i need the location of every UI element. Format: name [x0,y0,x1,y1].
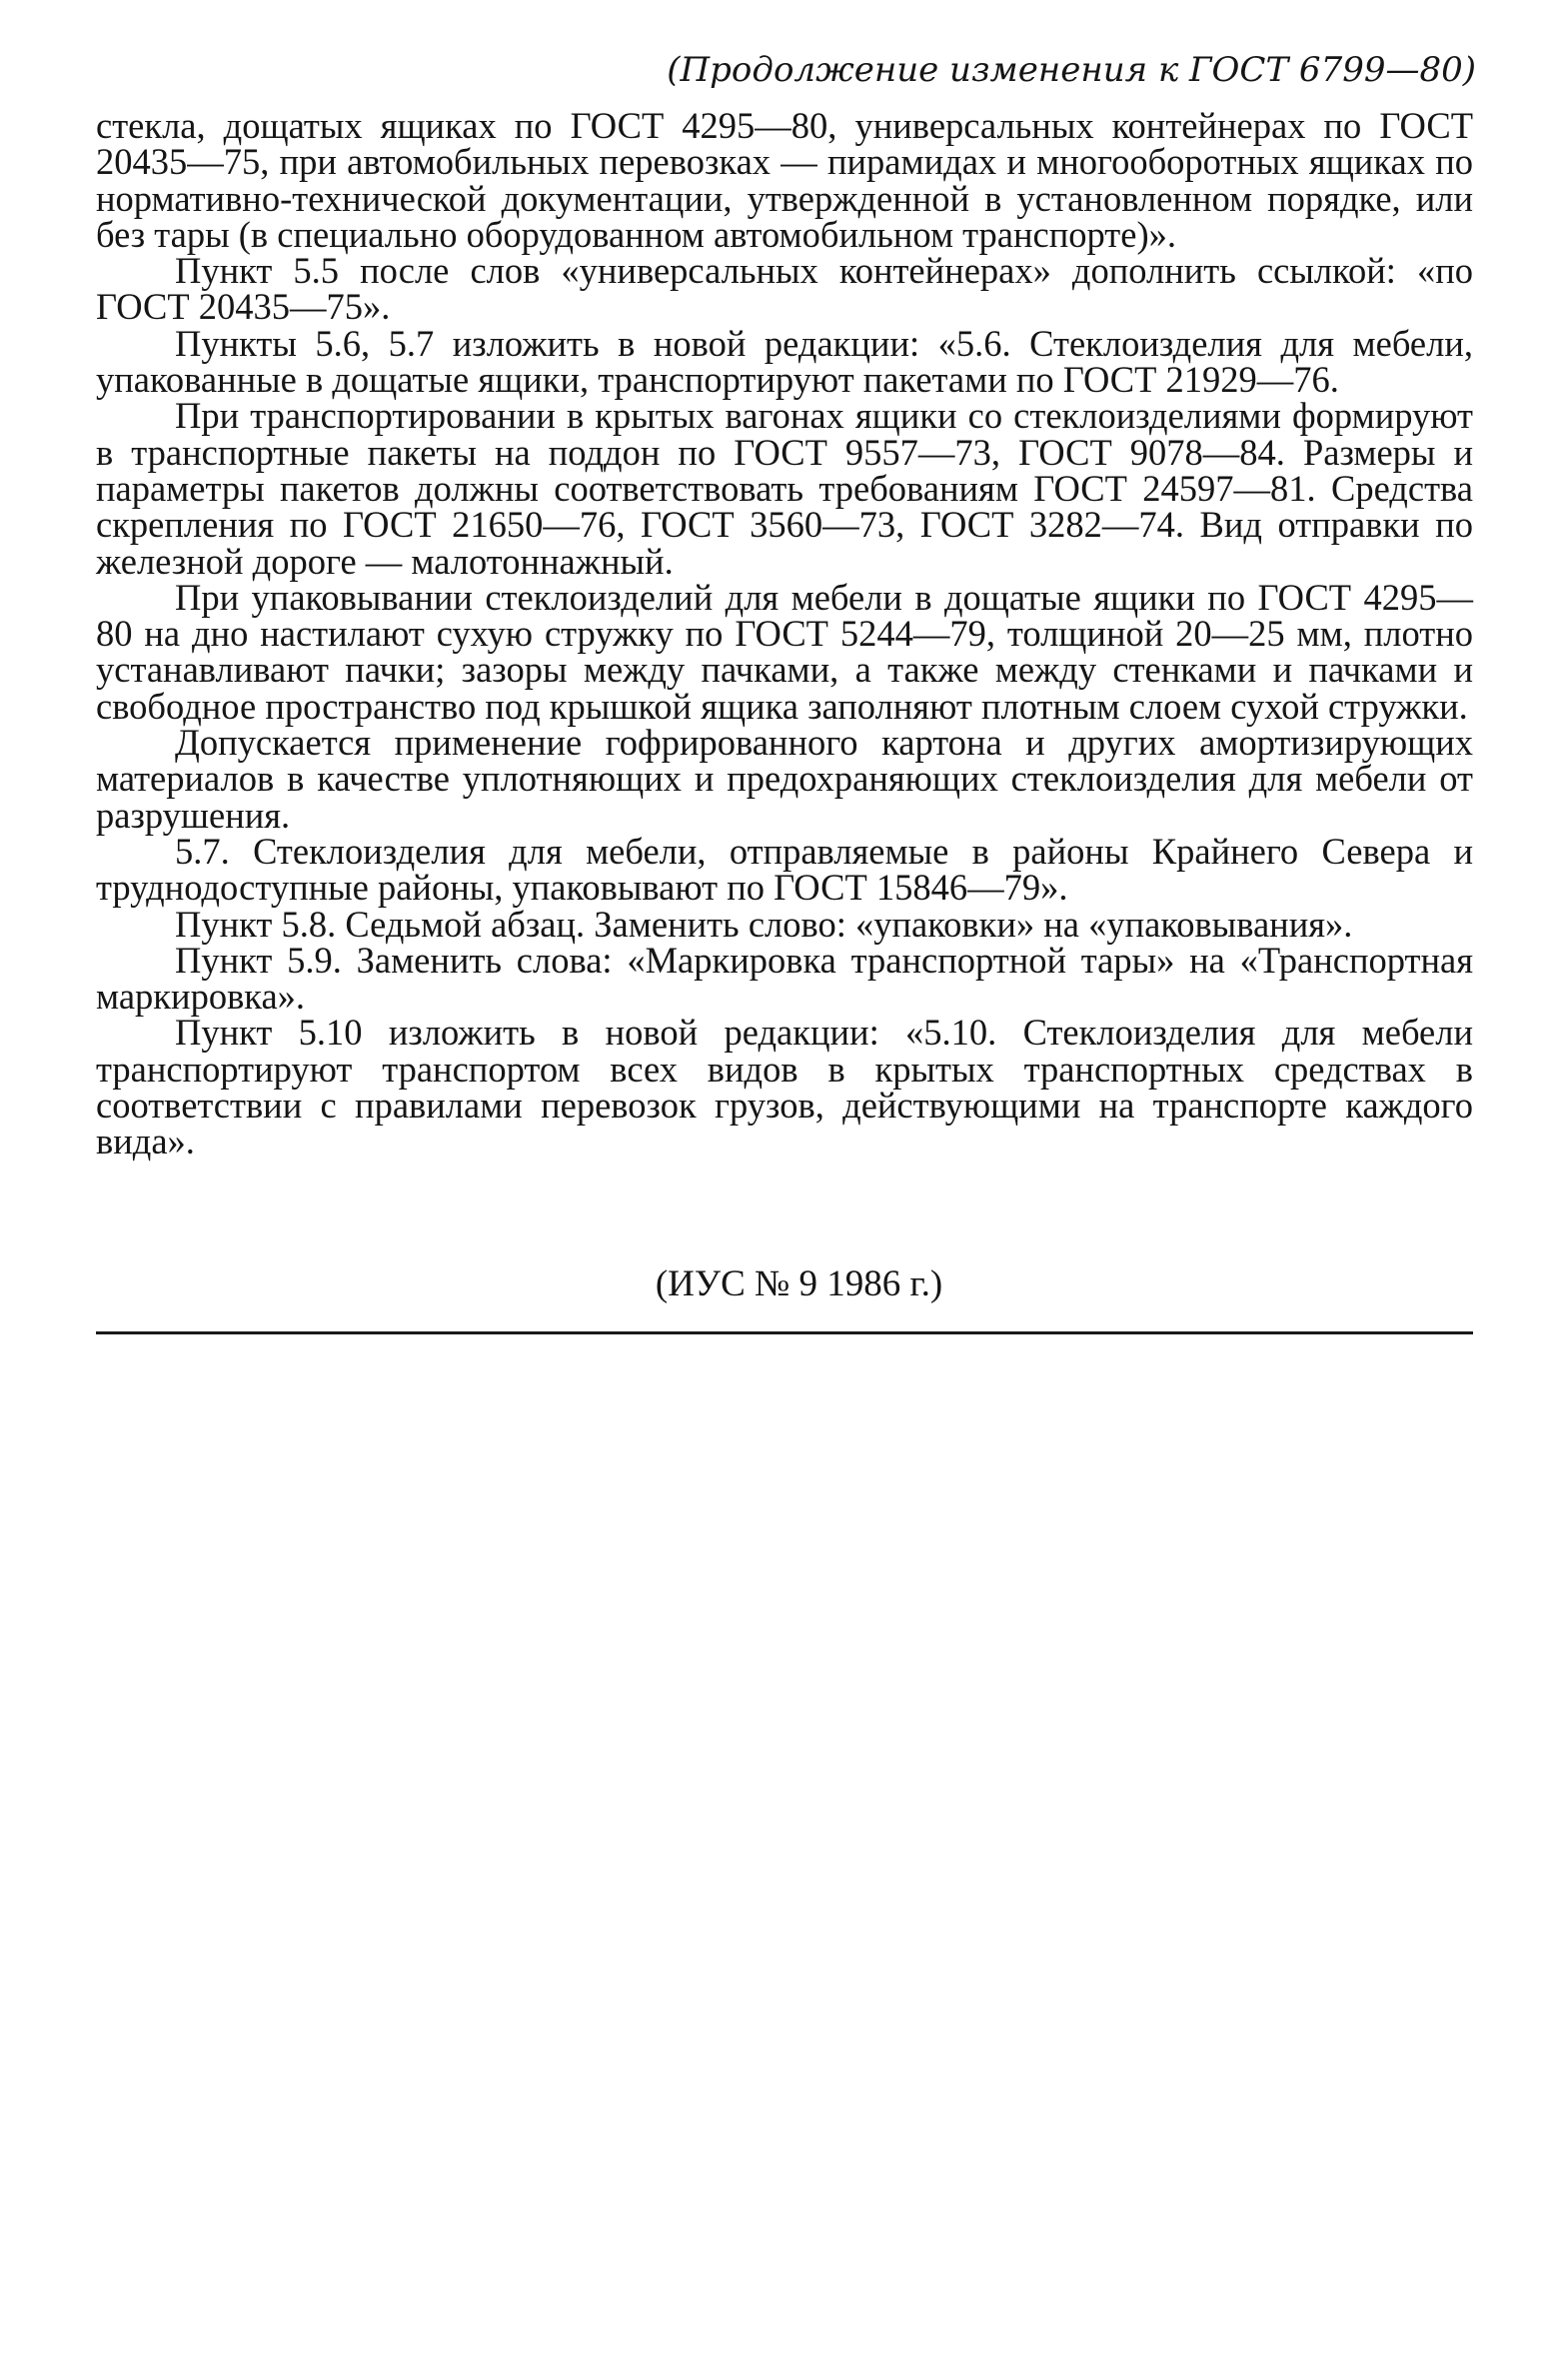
paragraph-continuation: стекла, дощатых ящиках по ГОСТ 4295—80, универсальных контейнерах по ГОСТ 20435—75, при автомобильных перевозках — пирамидах и многооборотных ящиках по нормативно-технической документации, утвержденной в установленном порядке, или без тары (в специально оборудованном автомобильном транспорте)». [96,105,1473,255]
horizontal-rule [96,1331,1473,1334]
paragraph-item-5-5: Пункт 5.5 после слов «универсальных контейнерах» дополнить ссылкой: «по ГОСТ 20435—75». [96,250,1473,328]
paragraph-items-5-6-5-7: Пункты 5.6, 5.7 изложить в новой редакции: «5.6. Стеклоизделия для мебели, упакованные в дощатые ящики, транспортируют пакетами по ГОСТ 21929—76. [96,322,1473,401]
source-reference: (ИУС № 9 1986 г.) [655,1263,943,1304]
paragraph-transport-wagons: При транспортировании в крытых вагонах ящики со стеклоизделиями формируют в транспортные пакеты на поддон по ГОСТ 9557—73, ГОСТ 9078—84. Размеры и параметры пакетов должны соответствовать требованиям ГОСТ 24597—81. Средства скрепления по ГОСТ 21650—76, ГОСТ 3560—73, ГОСТ 3282—74. Вид отправки по железной дороге — малотоннажный. [96,395,1473,582]
paragraph-item-5-8: Пункт 5.8. Седьмой абзац. Заменить слово: «упаковки» на «упаковывания». [175,903,1353,945]
paragraph-item-5-7: 5.7. Стеклоизделия для мебели, отправляемые в районы Крайнего Севера и труднодоступные районы, упаковывают по ГОСТ 15846—79». [96,830,1473,909]
paragraph-packing-boxes: При упаковывании стеклоизделий для мебели в дощатые ящики по ГОСТ 4295—80 на дно настилают сухую стружку по ГОСТ 5244—79, толщиной 20—25 мм, плотно устанавливают пачки; зазоры между пачками, а также между стенками и пачками и свободное пространство под крышкой ящика заполняют плотным слоем сухой стружки. [96,576,1473,727]
document-body [96,105,1473,1163]
page-header: (Продолжение изменения к ГОСТ 6799—80) [667,50,1476,90]
paragraph-item-5-10: Пункт 5.10 изложить в новой редакции: «5.10. Стеклоизделия для мебели транспортируют транспортом всех видов в крытых транспортных средствах в соответствии с правилами перевозок грузов, действующими на транспорте каждого вида». [96,1012,1473,1163]
paragraph-allowed-materials: Допускается применение гофрированного картона и других амортизирующих материалов в качестве уплотняющих и предохраняющих стеклоизделия для мебели от разрушения. [96,722,1473,836]
paragraph-item-5-9: Пункт 5.9. Заменить слова: «Маркировка транспортной тары» на «Транспортная маркировка». [96,939,1473,1018]
